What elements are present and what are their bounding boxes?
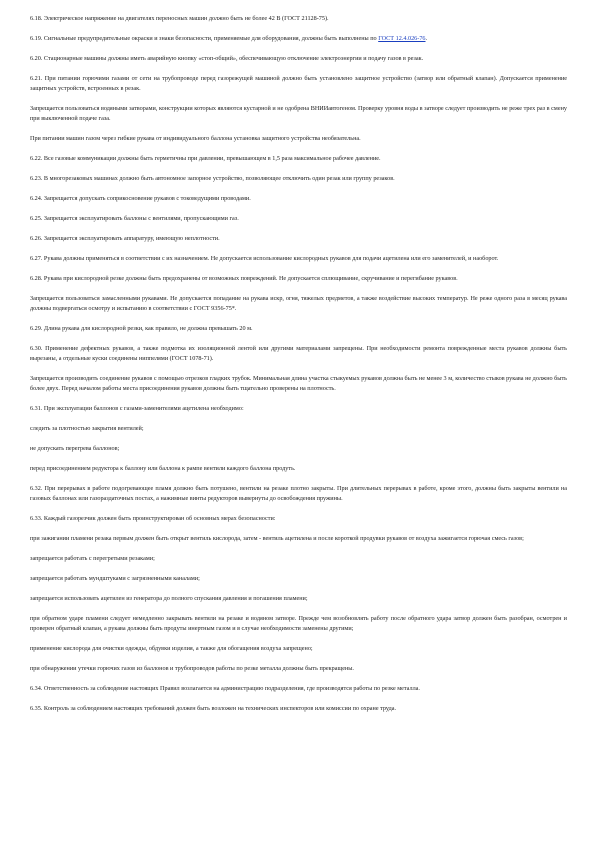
list-item-generator: запрещается использовать ацетилен из генератора до полного спускания давления и погашения пламени; (30, 595, 308, 602)
paragraph-6-20: 6.20. Стационарные машины должны иметь аварийную кнопку «стоп-общий», обеспечивающую отключение электроэнергии и подачу газов в резак. (30, 55, 424, 62)
gost-12-4-026-76-link[interactable]: ГОСТ 12.4.026-76 (378, 35, 426, 42)
list-item-valves: следить за плотностью закрытия вентилей; (30, 425, 144, 432)
list-item-gas-leak: при обнаружении утечки горючих газов из баллонов и трубопроводов работы по резке металла должны быть прекращены. (30, 665, 354, 672)
paragraph-6-18: 6.18. Электрическое напряжение на двигателях переносных машин должно быть не более 42 В (ГОСТ 21128-75). (30, 15, 329, 22)
paragraph-6-21-hoses: При питании машин газом через гибкие рукава от индивидуального баллона установка защитного устройства необязательна. (30, 135, 361, 142)
paragraph-6-35: 6.35. Контроль за соблюдением настоящих требований должен быть возложен на технических инспекторов или комиссии по охране труда. (30, 705, 397, 712)
list-item-overheating: не допускать перегрева баллонов; (30, 445, 120, 452)
paragraph-6-22: 6.22. Все газовые коммуникации должны быть герметичны при давлении, превышающем в 1,5 раза максимальное рабочее давление. (30, 155, 381, 162)
paragraph-6-19 (30, 34, 567, 44)
paragraph-6-34: 6.34. Ответственность за соблюдение настоящих Правил возлагается на администрацию подразделения, где производятся работы по резке металла. (30, 685, 420, 692)
paragraph-6-24: 6.24. Запрещается допускать соприкосновение рукавов с токоведущими проводами. (30, 195, 251, 202)
paragraph-6-28: 6.28. Рукава при кислородной резке должны быть предохранены от возможных повреждений. Не допускается сплющивание, скручивание и перегибание рукавов. (30, 275, 458, 282)
paragraph-6-30-joining: Запрещается производить соединение рукавов с помощью отрезков гладких трубок. Минимальная длина участка стыкуемых рукавов должна быть не менее 3 м, количество стыков рукава не должно быть более двух. Перед началом работы места присоединения рукавов должны быть тщательно проверены на плотность. (30, 375, 567, 392)
paragraph-6-31: 6.31. При эксплуатации баллонов с газами-заменителями ацетилена необходимо: (30, 405, 244, 412)
paragraph-6-33: 6.33. Каждый газорезчик должен быть проинструктирован об основных мерах безопасности: (30, 515, 276, 522)
paragraph-6-19-tail: . (425, 35, 428, 42)
list-item-oxygen-use: применение кислорода для очистки одежды, обдувки изделия, а также для обогащения воздуха запрещено; (30, 645, 313, 652)
document-page (30, 14, 567, 724)
paragraph-6-19-text: 6.19. Сигнальные предупредительные окраски и знаки безопасности, применяемые для оборудования, должны быть выполнены по (30, 35, 379, 42)
paragraph-6-32: 6.32. При перерывах в работе подогревающее пламя должно быть потушено, вентили на резаке плотно закрыты. При длительных перерывах в работе, кроме этого, должны быть закрыты вентили на газовых баллонах или газораздаточных постах, а нажимные винты редукторов вывернуты до освобождения пружины. (30, 485, 567, 502)
paragraph-6-27: 6.27. Рукава должны применяться в соответствии с их назначением. Не допускается использование кислородных рукавов для подачи ацетилена или его заменителей, и наоборот. (30, 255, 499, 262)
paragraph-6-30: 6.30. Применение дефектных рукавов, а также подмотка их изоляционной лентой или другими материалами запрещены. При необходимости ремонта поврежденные места рукавов должны быть вырезаны, а отдельные куски соединены ниппелями (ГОСТ 1078-71). (30, 345, 567, 362)
list-item-overheated-torches: запрещается работать с перегретыми резаками; (30, 555, 155, 562)
paragraph-6-23: 6.23. В многорезаковых машинах должно быть автономное запорное устройство, позволяющее отключить один резак или группу резаков. (30, 175, 395, 182)
paragraph-6-28-oily-hoses: Запрещается пользоваться замасленными рукавами. Не допускается попадание на рукава искр, огня, тяжелых предметов, а также воздействие высоких температур. Не реже одного раза в месяц рукава должны подвергаться осмотру и испытанию в соответствии с ГОСТ 9356-75*. (30, 295, 567, 312)
list-item-flashback: при обратном ударе пламени следует немедленно закрывать вентили на резаке и водяном затворе. Прежде чем возобновлять работу после обратного удара затвор должен быть разобран, осмотрен и проверен обратный клапан, а рукава должны быть продуты инертным газом и в случае необходимости заменены другими; (30, 615, 567, 632)
paragraph-6-21-water-seals: Запрещается пользоваться водяными затворами, конструкции которых являются кустарной и не одобрена ВНИИавтогеном. Проверку уровня воды в затворе следует производить не реже трех раз в смену при выключенной подаче газа. (30, 105, 567, 122)
paragraph-6-29: 6.29. Длина рукава для кислородной резки, как правило, не должна превышать 20 м. (30, 325, 253, 332)
paragraph-6-26: 6.26. Запрещается эксплуатировать аппаратуру, имеющую неплотности. (30, 235, 220, 242)
list-item-purge: перед присоединением редуктора к баллону или баллона к рампе вентили каждого баллона продуть. (30, 465, 296, 472)
list-item-ignition: при зажигании пламени резака первым должен быть открыт вентиль кислорода, затем - вентиль ацетилена и после короткой продувки рукавов от воздуха зажигается горючая смесь газов; (30, 535, 524, 542)
paragraph-6-25: 6.25. Запрещается эксплуатировать баллоны с вентилями, пропускающими газ. (30, 215, 239, 222)
list-item-dirty-tips: запрещается работать мундштуками с загрязненными каналами; (30, 575, 200, 582)
paragraph-6-21: 6.21. При питании горючими газами от сети на трубопроводе перед газорежущей машиной должно быть установлено защитное устройство (затвор или обратный клапан). Допускается применение защитных устройств, встроенных в резак. (30, 75, 567, 92)
